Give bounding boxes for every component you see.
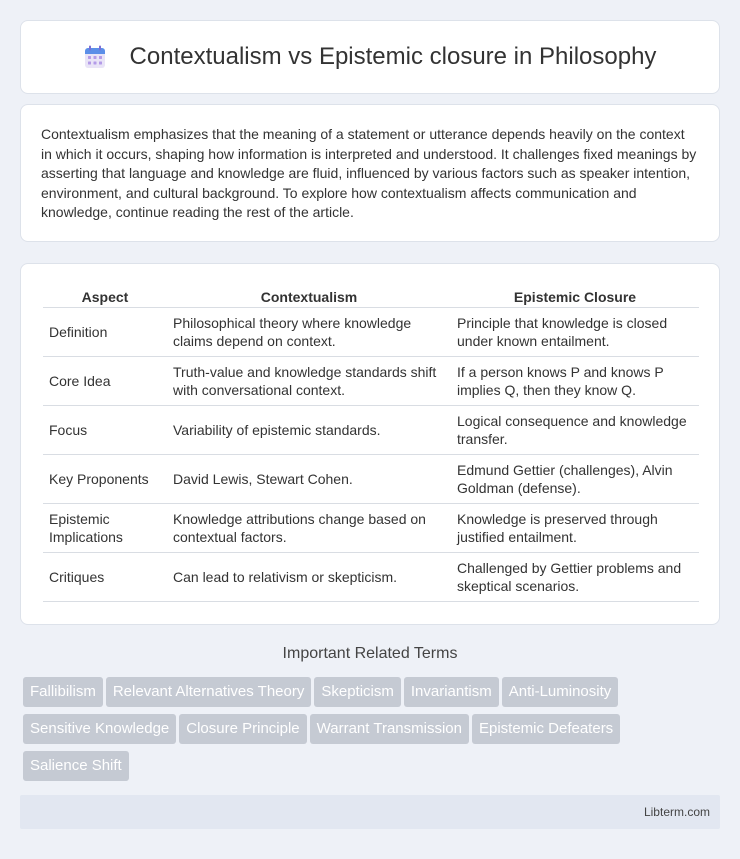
column-header-aspect: Aspect	[43, 286, 167, 308]
tag-anti-luminosity[interactable]: Anti-Luminosity	[502, 677, 619, 707]
table-cell-aspect: Focus	[43, 406, 167, 455]
table-cell-epistemic-closure: Knowledge is preserved through justified entailment.	[451, 504, 699, 553]
comparison-table	[43, 286, 699, 602]
table-cell-aspect: Epistemic Implications	[43, 504, 167, 553]
intro-paragraph: Contextualism emphasizes that the meaning of a statement or utterance depends heavily on the context in which it occurs, shaping how information is interpreted and understood. It challenges fixed meanings by asserting that language and knowledge are fluid, influenced by various factors such as speaker intention, environment, and cultural background. To explore how contextualism affects communication and knowledge, continue reading the rest of the article.	[41, 126, 697, 221]
table-cell-contextualism: Variability of epistemic standards.	[167, 406, 451, 455]
table-header-row	[43, 286, 699, 308]
column-header-contextualism: Contextualism	[167, 286, 451, 308]
tag-skepticism[interactable]: Skepticism	[314, 677, 401, 707]
table-row	[43, 504, 699, 553]
table-row	[43, 455, 699, 504]
table-row	[43, 308, 699, 357]
table-cell-aspect: Key Proponents	[43, 455, 167, 504]
table-cell-epistemic-closure: Logical consequence and knowledge transfer.	[451, 406, 699, 455]
tag-closure-principle[interactable]: Closure Principle	[179, 714, 306, 744]
table-cell-contextualism: Philosophical theory where knowledge claims depend on context.	[167, 308, 451, 357]
table-cell-aspect: Critiques	[43, 553, 167, 602]
calendar-icon	[84, 45, 106, 69]
table-cell-contextualism: Knowledge attributions change based on contextual factors.	[167, 504, 451, 553]
tag-invariantism[interactable]: Invariantism	[404, 677, 499, 707]
footer-site-link[interactable]: Libterm.com	[643, 805, 710, 819]
table-row	[43, 553, 699, 602]
table-row	[43, 357, 699, 406]
tag-fallibilism[interactable]: Fallibilism	[23, 677, 103, 707]
table-cell-contextualism: David Lewis, Stewart Cohen.	[167, 455, 451, 504]
related-terms-list	[23, 677, 723, 788]
column-header-epistemic-closure: Epistemic Closure	[451, 286, 699, 308]
title-card	[20, 20, 720, 94]
table-cell-epistemic-closure: Challenged by Gettier problems and skeptical scenarios.	[451, 553, 699, 602]
related-terms-heading: Important Related Terms	[282, 645, 458, 662]
page-title-text: Contextualism vs Epistemic closure in Philosophy	[129, 43, 657, 70]
table-row	[43, 406, 699, 455]
tag-salience-shift[interactable]: Salience Shift	[23, 751, 129, 781]
table-cell-epistemic-closure: Edmund Gettier (challenges), Alvin Goldman (defense).	[451, 455, 699, 504]
tag-sensitive-knowledge[interactable]: Sensitive Knowledge	[23, 714, 176, 744]
table-cell-contextualism: Truth-value and knowledge standards shift with conversational context.	[167, 357, 451, 406]
tag-warrant-transmission[interactable]: Warrant Transmission	[310, 714, 469, 744]
intro-card	[20, 104, 720, 242]
page-title	[84, 43, 657, 71]
tag-relevant-alternatives-theory[interactable]: Relevant Alternatives Theory	[106, 677, 312, 707]
table-cell-aspect: Core Idea	[43, 357, 167, 406]
table-cell-epistemic-closure: If a person knows P and knows P implies Q, then they know Q.	[451, 357, 699, 406]
table-cell-aspect: Definition	[43, 308, 167, 357]
table-cell-contextualism: Can lead to relativism or skepticism.	[167, 553, 451, 602]
footer	[20, 795, 720, 829]
comparison-card	[20, 263, 720, 625]
table-cell-epistemic-closure: Principle that knowledge is closed under known entailment.	[451, 308, 699, 357]
tag-epistemic-defeaters[interactable]: Epistemic Defeaters	[472, 714, 620, 744]
